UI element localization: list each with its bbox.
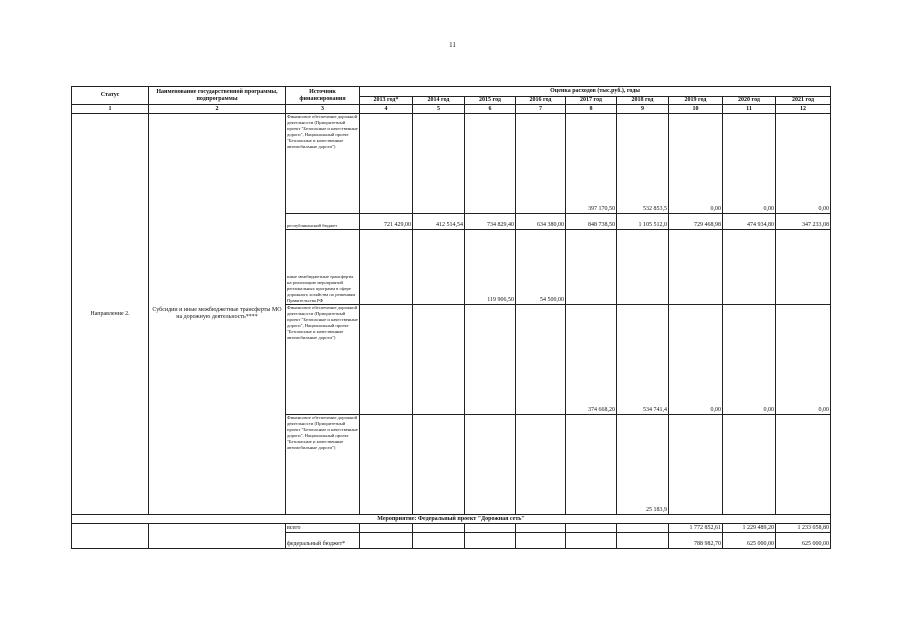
value-cell [566,524,617,533]
direction-status: Направление 2. [72,114,149,515]
column-number: 12 [776,105,831,114]
value-cell: 848 738,50 [566,214,617,230]
table-row [72,524,831,533]
funding-source: Финансовое обеспечение дорожной деятельности (Приоритетный проект "Безопасные и качественные дороги", Национальный проект "Безопасные и качественные автомобильные дороги") [286,415,360,515]
value-cell: 0,00 [669,114,723,214]
funding-source: всего [286,524,360,533]
value-cell [669,415,723,515]
event-status-cell [72,524,149,549]
column-number: 2 [149,105,286,114]
value-cell: 0,00 [723,305,776,415]
value-cell: 1 233 058,80 [776,524,831,533]
value-cell: 54 500,00 [516,230,566,305]
value-cell: 721 429,00 [360,214,413,230]
value-cell: 734 829,40 [465,214,516,230]
value-cell [776,230,831,305]
value-cell: 412 514,54 [413,214,465,230]
value-cell: 634 380,00 [516,214,566,230]
value-cell [360,415,413,515]
value-cell [465,114,516,214]
value-cell [723,415,776,515]
value-cell: 0,00 [776,114,831,214]
header-year: 2020 год [723,97,776,105]
funding-source: республиканский бюджет [286,214,360,230]
value-cell [516,415,566,515]
column-number: 9 [617,105,669,114]
value-cell: 1 105 512,0 [617,214,669,230]
value-cell [516,305,566,415]
value-cell [566,230,617,305]
funding-source: федеральный бюджет* [286,533,360,549]
value-cell [617,524,669,533]
header-status: Статус [72,87,149,105]
value-cell [360,305,413,415]
value-cell [360,230,413,305]
value-cell: 347 233,08 [776,214,831,230]
header-year: 2016 год [516,97,566,105]
page-number: 11 [449,41,456,49]
header-program: Наименование государственной программы, подпрограммы [149,87,286,105]
value-cell: 1 229 489,20 [723,524,776,533]
column-number: 5 [413,105,465,114]
value-cell [669,230,723,305]
value-cell: 625 000,00 [776,533,831,549]
value-cell [516,524,566,533]
header-year: 2013 год* [360,97,413,105]
value-cell [465,415,516,515]
header-year: 2019 год [669,97,723,105]
value-cell: 788 982,70 [669,533,723,549]
column-number: 7 [516,105,566,114]
event-row [72,515,831,524]
value-cell [413,524,465,533]
value-cell: 119 906,50 [465,230,516,305]
funding-source: Финансовое обеспечение дорожной деятельности (Приоритетный проект "Безопасные и качественные дороги", Национальный проект "Безопасные и качественные автомобильные дороги") [286,114,360,214]
value-cell [413,114,465,214]
value-cell [413,533,465,549]
value-cell: 1 772 852,61 [669,524,723,533]
value-cell [723,230,776,305]
value-cell: 0,00 [776,305,831,415]
column-number: 3 [286,105,360,114]
value-cell [465,305,516,415]
event-name-cell [149,524,286,549]
value-cell: 0,00 [669,305,723,415]
value-cell [413,305,465,415]
column-number: 11 [723,105,776,114]
value-cell: 532 853,5 [617,114,669,214]
direction-name: Субсидии и иные межбюджетные трансферты МО на дорожную деятельность**** [149,114,286,515]
column-number: 4 [360,105,413,114]
value-cell: 729 468,98 [669,214,723,230]
column-number: 8 [566,105,617,114]
funding-source: Финансовое обеспечение дорожной деятельности (Приоритетный проект "Безопасные и качественные дороги", Национальный проект "Безопасные и качественные автомобильные дороги") [286,305,360,415]
value-cell [413,415,465,515]
value-cell [413,230,465,305]
value-cell [465,524,516,533]
header-year: 2018 год [617,97,669,105]
value-cell [516,114,566,214]
value-cell [516,533,566,549]
header-year: 2015 год [465,97,516,105]
header-source: Источник финансирования [286,87,360,105]
value-cell [360,524,413,533]
funding-source: иные межбюджетные трансферты на реализацию мероприятий региональных программ в сфере дорожного хозяйства по решениям Правительства РФ [286,230,360,305]
header-year: 2017 год [566,97,617,105]
event-title: Мероприятие: Федеральный проект "Дорожная сеть" [72,515,831,524]
header-estimate: Оценка расходов (тыс.руб.), годы [360,87,831,97]
column-number: 6 [465,105,516,114]
value-cell: 625 000,00 [723,533,776,549]
value-cell: 534 741,4 [617,305,669,415]
budget-table [71,86,831,549]
value-cell [776,415,831,515]
value-cell [617,230,669,305]
value-cell [566,533,617,549]
value-cell: 397 170,50 [566,114,617,214]
value-cell: 374 668,20 [566,305,617,415]
header-year: 2014 год [413,97,465,105]
column-number: 1 [72,105,149,114]
value-cell: 25 183,9 [617,415,669,515]
value-cell [360,114,413,214]
value-cell [465,533,516,549]
header-year: 2021 год [776,97,831,105]
value-cell [360,533,413,549]
value-cell: 0,00 [723,114,776,214]
value-cell [566,415,617,515]
column-number: 10 [669,105,723,114]
value-cell: 474 934,80 [723,214,776,230]
table-row [72,114,831,214]
value-cell [617,533,669,549]
